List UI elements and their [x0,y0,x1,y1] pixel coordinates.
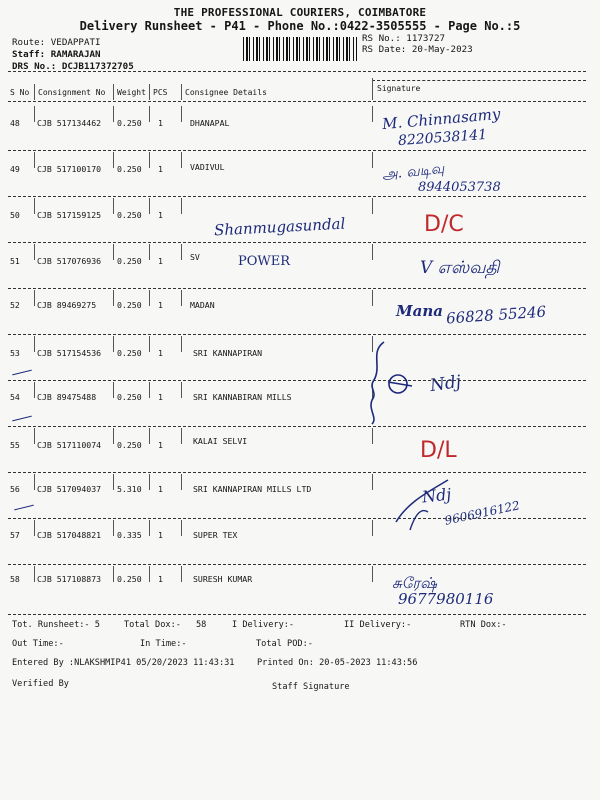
row-pcs: 1 [158,392,163,402]
row-separator [8,518,586,519]
column-rule [149,336,150,352]
row-consignment: CJB 517076936 [37,256,102,266]
runsheet-title: Delivery Runsheet - P41 - Phone No.:0422-3505555 - Page No.:5 [79,19,521,33]
column-rule [34,566,35,582]
signature-2: 66828 55246 [445,302,547,328]
company-name: THE PROFESSIONAL COURIERS, COIMBATORE [173,6,427,19]
column-rule [34,474,35,490]
row-separator [8,288,586,289]
staff-label: Staff: [12,49,46,60]
table-row [0,426,600,472]
column-rule [149,106,150,122]
column-rule [34,106,35,122]
column-rule [113,244,114,260]
column-rule [149,290,150,306]
column-rule [181,198,182,214]
row-separator [8,150,586,151]
row-pcs: 1 [158,484,163,494]
row-consignment: CJB 517094037 [37,484,102,494]
column-rule [181,520,182,536]
rs-date-label: RS Date: [362,44,407,55]
row-consignee: SRI KANNAPIRAN [193,348,263,358]
divider [8,71,586,72]
bracket-scribble [364,338,422,426]
row-consignment: CJB 89469275 [37,300,97,310]
row-weight: 0.250 [117,574,142,584]
column-rule [34,382,35,398]
column-rule [113,520,114,536]
column-rule [181,336,182,352]
col-header-weight: Weight [117,88,146,97]
signature-2: 8220538141 [397,126,488,150]
column-rule [149,198,150,214]
row-sno: 51 [10,256,20,266]
row-consignee: SV [190,252,200,262]
barcode-image [243,37,357,61]
total-dox-value: 58 [196,620,207,630]
divider [8,614,586,615]
row-pcs: 1 [158,164,163,174]
signature-1: Ndj [421,484,453,507]
row-sno: 53 [10,348,20,358]
column-rule [181,382,182,398]
row-sno: 55 [10,440,20,450]
row-separator [8,196,586,197]
i-delivery-label: I Delivery:- [232,620,295,630]
column-rule [149,474,150,490]
row-weight: 0.335 [117,530,142,540]
column-rule [34,520,35,536]
column-rule [149,152,150,168]
column-rule [372,474,373,490]
signature-1: M. Chinnasamy [381,104,501,134]
total-dox-label: Total Dox:- [124,620,181,630]
entered-by: Entered By :NLAKSHMIP41 05/20/2023 11:43:31 [12,658,235,668]
row-sno: 58 [10,574,20,584]
row-consignment: CJB 517134462 [37,118,102,128]
verified-by: Verified By [12,679,69,689]
row-weight: 0.250 [117,118,142,128]
column-rule [181,152,182,168]
row-weight: 0.250 [117,440,142,450]
route-line [12,37,101,48]
row-consignee: SUPER TEX [193,530,238,540]
row-sno: 57 [10,530,20,540]
column-rule [113,84,114,100]
total-pod-label: Total POD:- [256,639,313,649]
table-row [0,196,600,242]
row-pcs: 1 [158,440,163,450]
row-weight: 0.250 [117,392,142,402]
out-time-label: Out Time:- [12,639,64,649]
row-separator [8,426,586,427]
column-rule [372,428,373,444]
column-rule [149,520,150,536]
col-header-details: Consignee Details [185,88,267,97]
column-rule [372,198,373,214]
row-separator [8,472,586,473]
row-separator [8,564,586,565]
row-consignee: SRI KANNAPIRAN MILLS LTD [193,484,312,494]
signature-2: 9677980116 [398,590,494,608]
table-row [0,334,600,380]
row-weight: 0.250 [117,210,142,220]
row-consignment: CJB 517108873 [37,574,102,584]
row-pcs: 1 [158,210,163,220]
table-row [0,104,600,150]
table-row [0,242,600,288]
signature-1: Shanmugasundal [213,214,346,240]
row-consignment: CJB 517159125 [37,210,102,220]
rs-date-value: 20-May-2023 [411,44,473,55]
column-rule [113,198,114,214]
signature-2: D/L [420,438,457,463]
column-rule [113,474,114,490]
col-header-consignment: Consignment No [38,88,106,97]
rs-no-line [362,33,445,44]
row-pcs: 1 [158,574,163,584]
drs-value: DCJB117372705 [61,61,134,72]
column-rule [113,152,114,168]
column-rule [34,84,35,100]
col-header-pcs: PCS [153,88,168,97]
signature-scribble [388,472,468,532]
signature-1: POWER [238,254,291,269]
column-rule [34,244,35,260]
row-weight: 0.250 [117,300,142,310]
row-weight: 0.250 [117,164,142,174]
column-rule [149,382,150,398]
table-row [0,564,600,612]
signature-2: 9606916122 [443,498,521,528]
signature-1: Ndj [428,371,463,397]
row-sno: 48 [10,118,20,128]
row-consignee: DHANAPAL [190,118,230,128]
divider [8,101,586,102]
column-rule [149,84,150,100]
staff-signature-label: Staff Signature [272,682,350,692]
row-weight: 0.250 [117,256,142,266]
column-rule [181,244,182,260]
row-pcs: 1 [158,256,163,266]
column-rule [372,106,373,122]
column-rule [113,428,114,444]
column-rule [113,382,114,398]
column-rule [181,106,182,122]
signature-2: D/C [424,212,464,237]
tot-runsheet: Tot. Runsheet:- 5 [12,620,100,630]
column-rule [372,520,373,536]
row-sno: 56 [10,484,20,494]
column-rule [181,566,182,582]
route-label: Route: [12,37,46,48]
row-sno: 54 [10,392,20,402]
col-header-signature: Signature [377,84,421,93]
column-rule [181,84,182,100]
column-rule [34,290,35,306]
column-rule [34,428,35,444]
column-rule [372,244,373,260]
row-consignment: CJB 517048821 [37,530,102,540]
column-rule [113,566,114,582]
table-row [0,288,600,334]
table-row [0,472,600,528]
signature-1: சுரேஷ் [392,574,437,592]
signature-1: அ. வடிவு [381,160,445,184]
column-rule [113,106,114,122]
row-consignee: MADAN [190,300,215,310]
route-value: VEDAPPATI [50,37,101,48]
row-separator [8,334,586,335]
row-separator [8,380,586,381]
row-pcs: 1 [158,118,163,128]
row-pcs: 1 [158,348,163,358]
column-rule [181,428,182,444]
row-consignment: CJB 517100170 [37,164,102,174]
column-rule [372,152,373,168]
row-consignee: SRI KANNABIRAN MILLS [193,392,292,402]
column-rule [34,336,35,352]
column-rule [181,474,182,490]
in-time-label: In Time:- [140,639,187,649]
column-rule [372,78,373,100]
column-rule [113,290,114,306]
rs-no-label: RS No.: [362,33,401,44]
row-consignment: CJB 517154536 [37,348,102,358]
rs-no-value: 1173727 [406,33,446,44]
column-rule [181,290,182,306]
column-rule [34,152,35,168]
row-pcs: 1 [158,530,163,540]
row-weight: 0.250 [117,348,142,358]
signature-2: V எஸ்வதி [420,258,500,278]
column-rule [149,566,150,582]
column-rule [113,336,114,352]
row-sno: 52 [10,300,20,310]
rtn-dox-label: RTN Dox:- [460,620,507,630]
column-rule [149,428,150,444]
row-separator [8,242,586,243]
col-header-sno: S No [10,88,30,97]
table-row [0,518,600,564]
row-consignee: VADIVUL [190,162,225,172]
row-consignment: CJB 89475488 [37,392,97,402]
row-consignment: CJB 517110074 [37,440,102,450]
row-consignee: KALAI SELVI [193,436,248,446]
rs-date-line [362,44,473,55]
row-consignee: SURESH KUMAR [193,574,253,584]
column-rule [372,290,373,306]
row-weight: 5.310 [117,484,142,494]
signature-2: 8944053738 [418,180,501,195]
table-row [0,150,600,196]
row-sno: 49 [10,164,20,174]
column-rule [149,244,150,260]
table-row [0,371,600,426]
staff-value: RAMARAJAN [50,49,101,60]
row-pcs: 1 [158,300,163,310]
staff-line [12,49,101,60]
column-rule [372,566,373,582]
divider [372,80,586,81]
drs-label: DRS No.: [12,61,57,72]
signature-1: Mana [396,302,443,320]
row-sno: 50 [10,210,20,220]
ii-delivery-label: II Delivery:- [344,620,412,630]
printed-on: Printed On: 20-05-2023 11:43:56 [257,658,418,668]
column-rule [34,198,35,214]
